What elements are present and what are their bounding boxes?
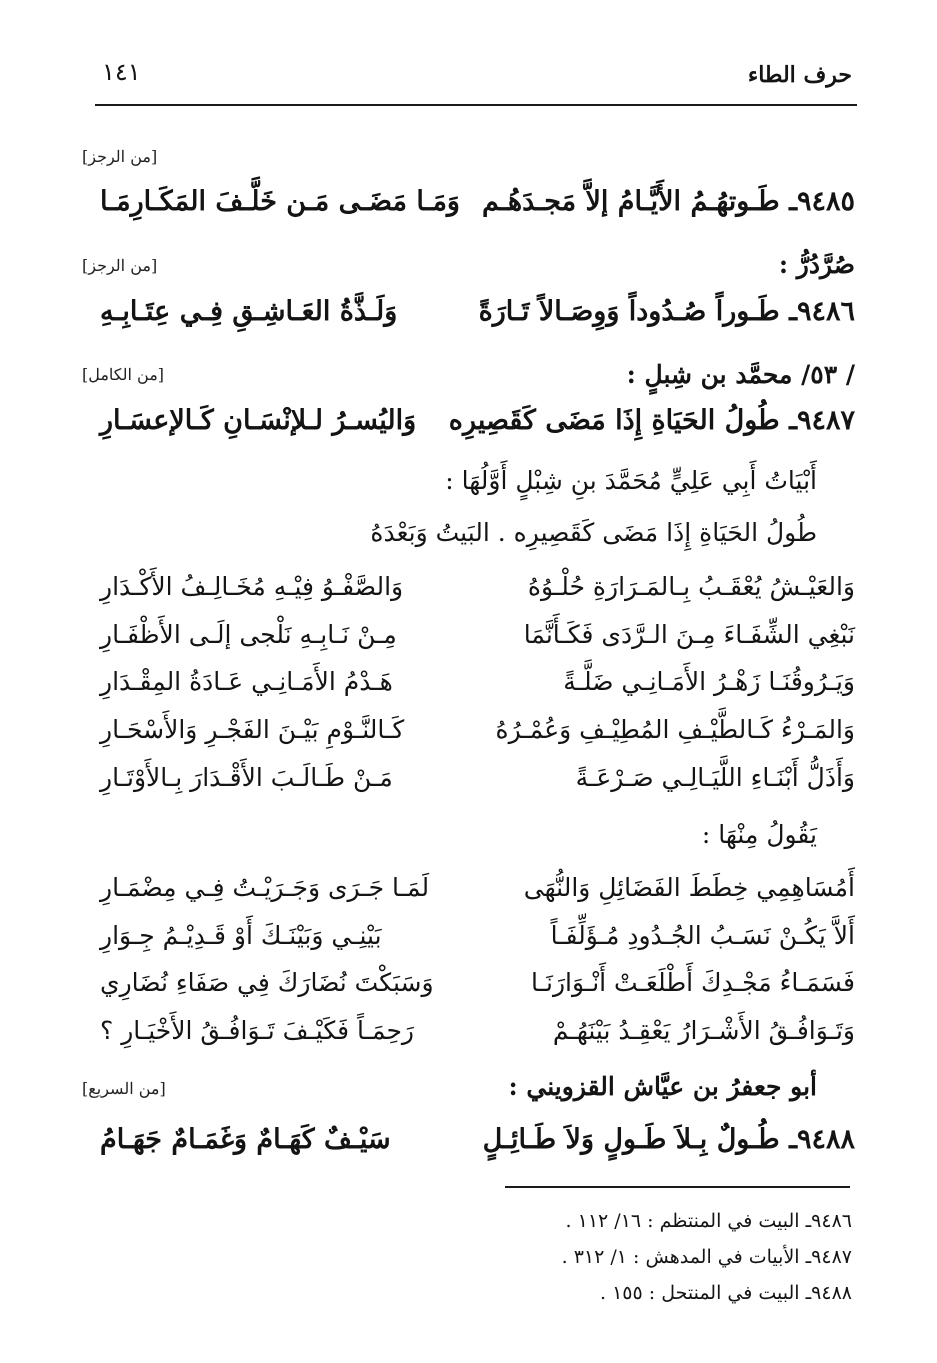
meter-label: [من الكامل] bbox=[82, 365, 165, 384]
first-hemistich: أَمُسَاهِمِي خِطَطَ الفَضَائِلِ وَالنُّهَى bbox=[523, 873, 855, 902]
first-hemistich: نَبْغِي الشِّفَـاءَ مِـنَ الـرَّدَى فَكَـأَنَّمَا bbox=[523, 620, 855, 649]
first-hemistich: ٩٤٨٧ـ طُولُ الحَيَاةِ إِذَا مَضَى كَقَصِيرِه bbox=[448, 405, 855, 436]
poem-verse bbox=[100, 873, 855, 923]
second-hemistich: وَسَبَكْتَ نُضَارَكَ فِي صَفَاءِ نُضَارِي bbox=[100, 968, 434, 997]
verse-number: ٩٤٨٧ـ bbox=[789, 405, 855, 436]
poem-verse bbox=[100, 715, 855, 765]
second-hemistich: وَاليُسـرُ لـلإنْسَـانِ كَـالإعسَـارِ bbox=[100, 405, 417, 436]
verse-9485 bbox=[100, 186, 855, 236]
first-hemistich: وَالعَيْـشُ يُعْقَـبُ بِـالمَـرَارَةِ حُلْـوُهُ bbox=[527, 572, 855, 601]
meter-label: [من السريع] bbox=[82, 1079, 166, 1098]
first-hemistich: أَلاَّ يَكُـنْ نَسَـبُ الجُـدُودِ مُـؤَلِّفَـاً bbox=[550, 921, 855, 950]
poem-verse bbox=[100, 620, 855, 670]
second-hemistich: كَـالنَّـوْمِ بَيْـنَ الفَجْـرِ وَالأَسْحَـارِ bbox=[100, 715, 405, 744]
poet-name: / ٥٣/ محمَّد بن شِبلٍ : bbox=[626, 360, 855, 389]
verse-9487 bbox=[100, 405, 855, 455]
second-hemistich: هَـدْمُ الأَمَـانِـي عَـادَةُ المِقْـدَارِ bbox=[100, 667, 393, 696]
second-hemistich: مَـنْ طَـالَـبَ الأَقْـدَارَ بِـالأَوْتَـارِ bbox=[100, 763, 393, 792]
poem-verse bbox=[100, 921, 855, 971]
verse-9486 bbox=[100, 296, 855, 346]
second-hemistich: مِـنْ نَـابِـهِ نَلْجى إلَـى الأَظْفَـارِ bbox=[100, 620, 397, 649]
poem-verse bbox=[100, 667, 855, 717]
second-hemistich: سَيْـفٌ كَهَـامٌ وَغَمَـامٌ جَهَـامُ bbox=[100, 1124, 391, 1155]
prose-line: يَقُولُ مِنْهَا : bbox=[701, 820, 817, 849]
second-hemistich: وَمَـا مَضَـى مَـن خَلَّـفَ المَكَـارِمَـا bbox=[100, 186, 460, 217]
footnote: ٩٤٨٧ـ الأبيات في المدهش : ١/ ٣١٢ . bbox=[561, 1246, 852, 1268]
prose-line: أَبْيَاتُ أَبِي عَلِيٍّ مُحَمَّدَ بنِ شِبْلٍ أَوَّلُهَا : bbox=[445, 466, 817, 495]
poet-name: أبو جعفرُ بن عيَّاش القزويني : bbox=[508, 1072, 817, 1101]
second-hemistich: وَلَـذَّةُ العَـاشِـقِ فِـي عِتَـابِـهِ bbox=[100, 296, 398, 327]
verse-number: ٩٤٨٥ـ bbox=[789, 186, 855, 217]
verse-number: ٩٤٨٨ـ bbox=[789, 1124, 855, 1155]
chapter-title: حرف الطاء bbox=[747, 62, 852, 88]
page-number: ١٤١ bbox=[102, 58, 141, 86]
poem-verse bbox=[100, 572, 855, 622]
meter-label: [من الرجز] bbox=[82, 147, 158, 166]
second-hemistich: بَيْنِـي وَبَيْنَـكَ أَوْ قَـدِيْـمُ جِـوَارِ bbox=[100, 921, 382, 950]
second-hemistich: رَحِمَـاً فَكَيْـفَ تَـوَافُـقُ الأَخْيَـارِ ؟ bbox=[100, 1016, 414, 1045]
footnote-rule bbox=[505, 1186, 850, 1188]
first-hemistich: وَتَـوَافُـقُ الأَشْـرَارُ يَعْقِـدُ بَيْنَهُـمْ bbox=[552, 1016, 855, 1045]
footnote: ٩٤٨٨ـ البيت في المنتحل : ١٥٥ . bbox=[600, 1282, 852, 1304]
poem-verse bbox=[100, 1016, 855, 1066]
prose-line: طُولُ الحَيَاةِ إِذَا مَضَى كَقَصِيرِه . البَيتُ وَبَعْدَهُ bbox=[370, 518, 817, 547]
second-hemistich: لَمَـا جَـرَى وَجَـرَيْـتُ فِـي مِضْمَـارِ bbox=[100, 873, 430, 902]
poem-verse bbox=[100, 763, 855, 813]
first-hemistich: ٩٤٨٨ـ طُـولٌ بِـلاَ طَـولٍ وَلاَ طَـائِـلٍ bbox=[482, 1124, 855, 1155]
first-hemistich: ٩٤٨٦ـ طَـوراً صُـدُوداً وَوِصَـالاً تَـارَةً bbox=[478, 296, 855, 327]
first-hemistich: وَيَـرُوقُنَـا زَهْـرُ الأَمَـانِـي ضَلَّـةً bbox=[563, 667, 855, 696]
first-hemistich: ٩٤٨٥ـ طَـوتهُـمُ الأَيَّـامُ إلاَّ مَجـدَهُـم bbox=[482, 186, 855, 217]
poet-name: صُرَّدُرُّ : bbox=[778, 250, 855, 279]
first-hemistich: فَسَمَـاءُ مَجْـدِكَ أَطْلَعَـتْ أَنْـوَارَنَـا bbox=[531, 968, 855, 997]
first-hemistich: وَأَذَلُّ أَبْنَـاءِ اللَّيَـالِـي صَـرْعَـةً bbox=[575, 763, 855, 792]
verse-9488 bbox=[100, 1124, 855, 1174]
meter-label: [من الرجز] bbox=[82, 256, 158, 275]
footnote: ٩٤٨٦ـ البيت في المنتظم : ١٦/ ١١٢ . bbox=[565, 1210, 852, 1232]
header-rule bbox=[95, 104, 857, 106]
first-hemistich: وَالمَـرْءُ كَـالطَّيْـفِ المُطِيْـفِ وَعُمْـرُهُ bbox=[495, 715, 855, 744]
verse-number: ٩٤٨٦ـ bbox=[789, 296, 855, 327]
poem-verse bbox=[100, 968, 855, 1018]
second-hemistich: وَالصَّفْـوُ فِيْـهِ مُخَـالِـفُ الأَكْـدَارِ bbox=[100, 572, 404, 601]
